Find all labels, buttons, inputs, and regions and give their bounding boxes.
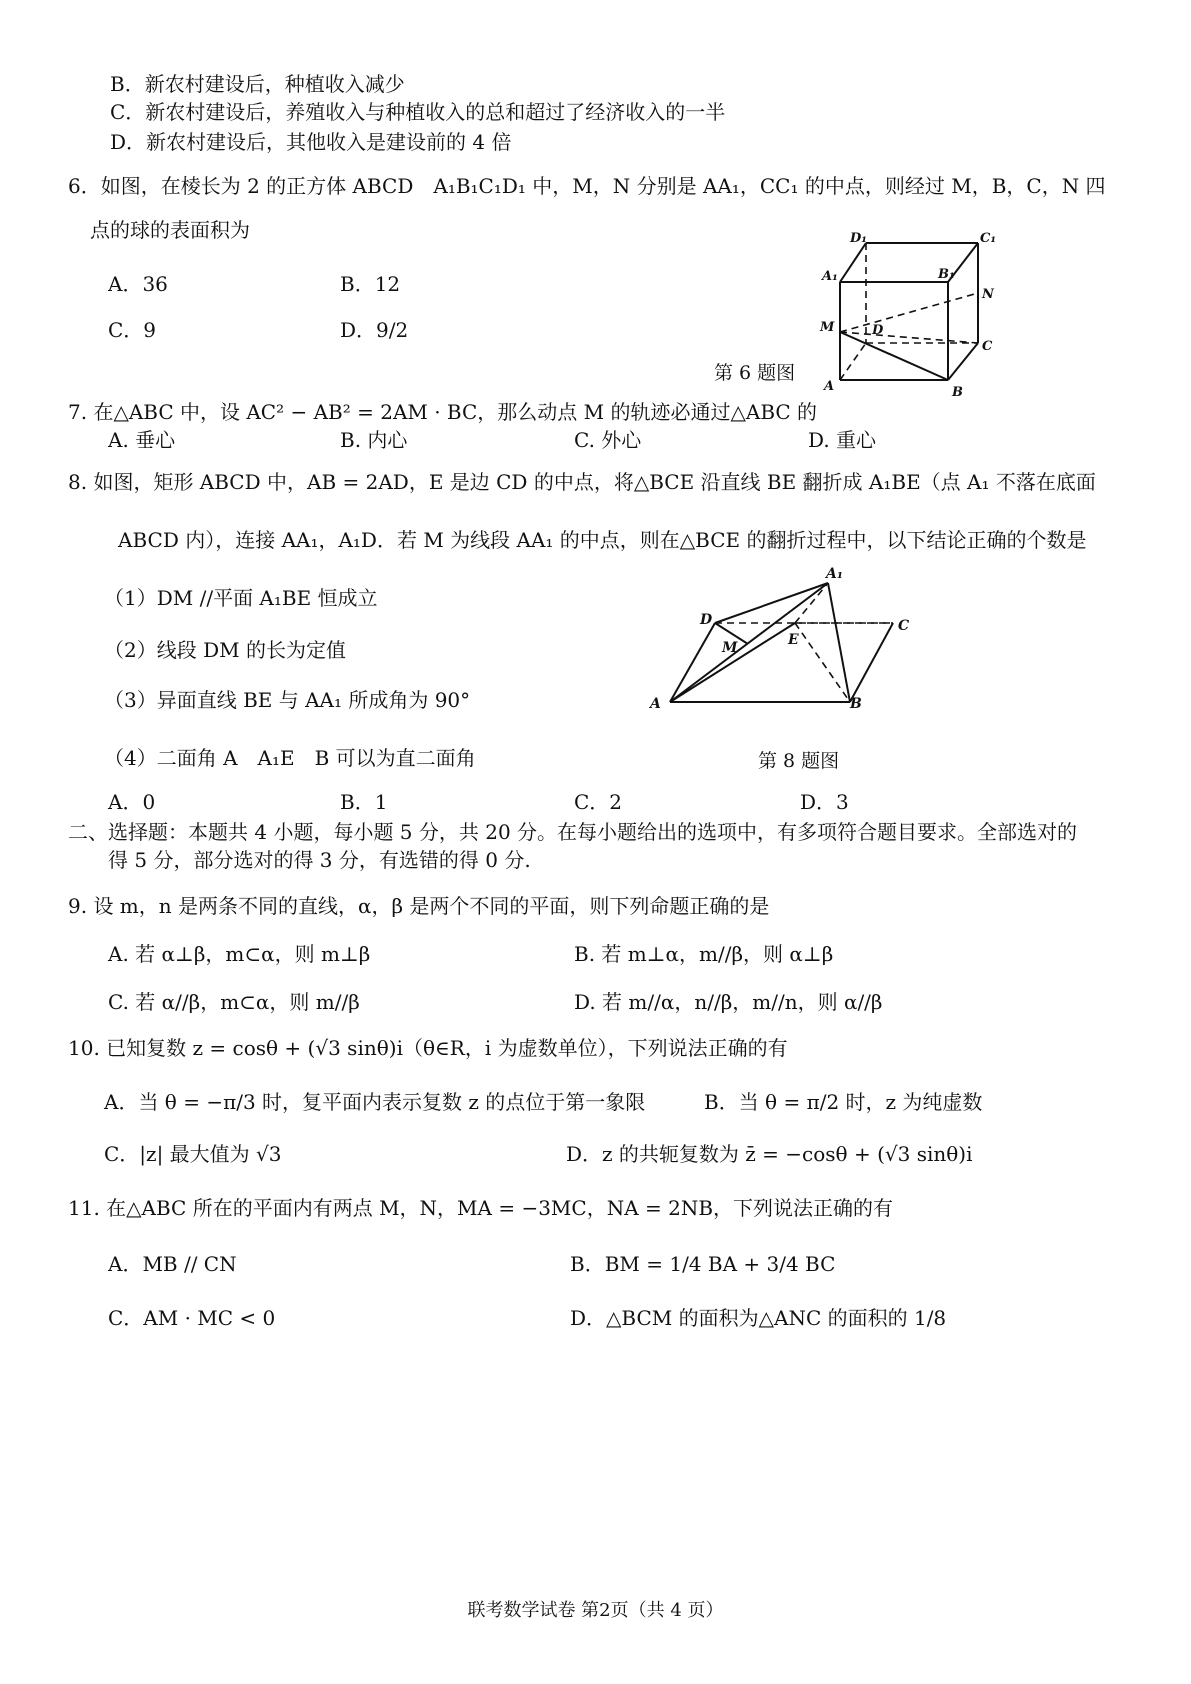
q11-option-c: C．AM · MC < 0 <box>108 1306 276 1330</box>
label-n: N <box>982 287 994 302</box>
q10-option-a: A．当 θ = −π/3 时，复平面内表示复数 z 的点位于第一象限 <box>104 1090 646 1114</box>
q10-option-c: C．|z| 最大值为 √3 <box>104 1142 282 1166</box>
q7-option-b: B. 内心 <box>340 428 408 452</box>
q11-option-a: A．MB // CN <box>108 1252 237 1276</box>
q7-option-c: C. 外心 <box>574 428 642 452</box>
q9-option-c: C. 若 α//β，m⊂α，则 m//β <box>108 990 360 1014</box>
label-d1: D₁ <box>850 231 867 246</box>
label-a1: A₁ <box>822 269 838 284</box>
label-m: M <box>820 320 835 335</box>
section-2-heading-line1: 二、选择题：本题共 4 小题，每小题 5 分，共 20 分。在每小题给出的选项中，有多项符合题目要求。全部选对的 <box>68 820 1078 844</box>
q7-option-a: A. 垂心 <box>108 428 176 452</box>
label-a: A <box>824 379 835 394</box>
q8-figure-caption: 第 8 题图 <box>758 750 840 772</box>
q8-option-b: B．1 <box>340 790 388 814</box>
q5-option-c: C．新农村建设后，养殖收入与种植收入的总和超过了经济收入的一半 <box>110 100 726 124</box>
q11-option-b: B．BM = 1/4 BA + 3/4 BC <box>570 1252 836 1276</box>
q9-option-a: A. 若 α⊥β，m⊂α，则 m⊥β <box>108 942 371 966</box>
q6-option-c: C．9 <box>108 318 157 342</box>
label-a: A <box>650 696 661 712</box>
q9-option-d: D. 若 m//α，n//β，m//n，则 α//β <box>574 990 883 1014</box>
q8-statement-3: （3）异面直线 BE 与 AA₁ 所成角为 90° <box>104 688 471 712</box>
q6-stem-line2: 点的球的表面积为 <box>90 218 250 242</box>
q10-stem: 10. 已知复数 z = cosθ + (√3 sinθ)i（θ∈R，i 为虚数单位），下列说法正确的有 <box>68 1036 788 1060</box>
q11-stem: 11. 在△ABC 所在的平面内有两点 M，N，MA = −3MC，NA = 2NB，下列说法正确的有 <box>68 1196 894 1220</box>
label-b1: B₁ <box>938 267 955 282</box>
section-2-heading-line2: 得 5 分，部分选对的得 3 分，有选错的得 0 分. <box>108 848 531 872</box>
q6-stem-line1: 6．如图，在棱长为 2 的正方体 ABCD A₁B₁C₁D₁ 中，M，N 分别是 AA₁，CC₁ 的中点，则经过 M，B，C，N 四 <box>68 174 1106 198</box>
q11-option-d: D．△BCM 的面积为△ANC 的面积的 1/8 <box>570 1306 947 1330</box>
q8-stem-line1: 8. 如图，矩形 ABCD 中，AB = 2AD，E 是边 CD 的中点，将△BCE 沿直线 BE 翻折成 A₁BE（点 A₁ 不落在底面 <box>68 470 1096 494</box>
label-d: D <box>872 323 884 338</box>
label-c: C <box>982 339 993 354</box>
q10-option-b: B．当 θ = π/2 时，z 为纯虚数 <box>704 1090 983 1114</box>
q6-figure-caption: 第 6 题图 <box>714 362 796 384</box>
label-b: B <box>952 385 963 400</box>
label-c: C <box>898 618 910 634</box>
label-b: B <box>850 696 862 712</box>
q8-statement-4: （4）二面角 A A₁E B 可以为直二面角 <box>104 746 476 770</box>
q9-stem: 9. 设 m，n 是两条不同的直线，α，β 是两个不同的平面，则下列命题正确的是 <box>68 894 770 918</box>
q8-statement-2: （2）线段 DM 的长为定值 <box>104 638 346 662</box>
q8-statement-1: （1）DM //平面 A₁BE 恒成立 <box>104 586 378 610</box>
q8-option-d: D．3 <box>800 790 849 814</box>
label-c1: C₁ <box>980 231 997 246</box>
q5-option-b: B．新农村建设后，种植收入减少 <box>110 72 405 96</box>
q10-option-d: D．z 的共轭复数为 z̄ = −cosθ + (√3 sinθ)i <box>566 1142 973 1166</box>
fold-figure <box>640 566 920 718</box>
q7-option-d: D. 重心 <box>808 428 877 452</box>
q6-option-d: D．9/2 <box>340 318 409 342</box>
q7-stem: 7. 在△ABC 中，设 AC² − AB² = 2AM · BC，那么动点 M 的轨迹必通过△ABC 的 <box>68 400 818 424</box>
q5-option-d: D．新农村建设后，其他收入是建设前的 4 倍 <box>110 130 512 154</box>
q6-option-a: A．36 <box>108 272 168 296</box>
page-footer: 联考数学试卷 第2页（共 4 页） <box>467 1600 724 1621</box>
q6-option-b: B．12 <box>340 272 401 296</box>
cube-figure <box>810 228 1010 404</box>
q8-option-a: A．0 <box>108 790 156 814</box>
q9-option-b: B. 若 m⊥α，m//β，则 α⊥β <box>574 942 834 966</box>
label-m: M <box>722 640 738 656</box>
label-d: D <box>700 612 713 628</box>
q8-stem-line2: ABCD 内），连接 AA₁，A₁D．若 M 为线段 AA₁ 的中点，则在△BCE 的翻折过程中，以下结论正确的个数是 <box>118 528 1087 552</box>
label-e: E <box>788 632 799 648</box>
q8-option-c: C．2 <box>574 790 623 814</box>
label-a1: A₁ <box>826 566 843 582</box>
